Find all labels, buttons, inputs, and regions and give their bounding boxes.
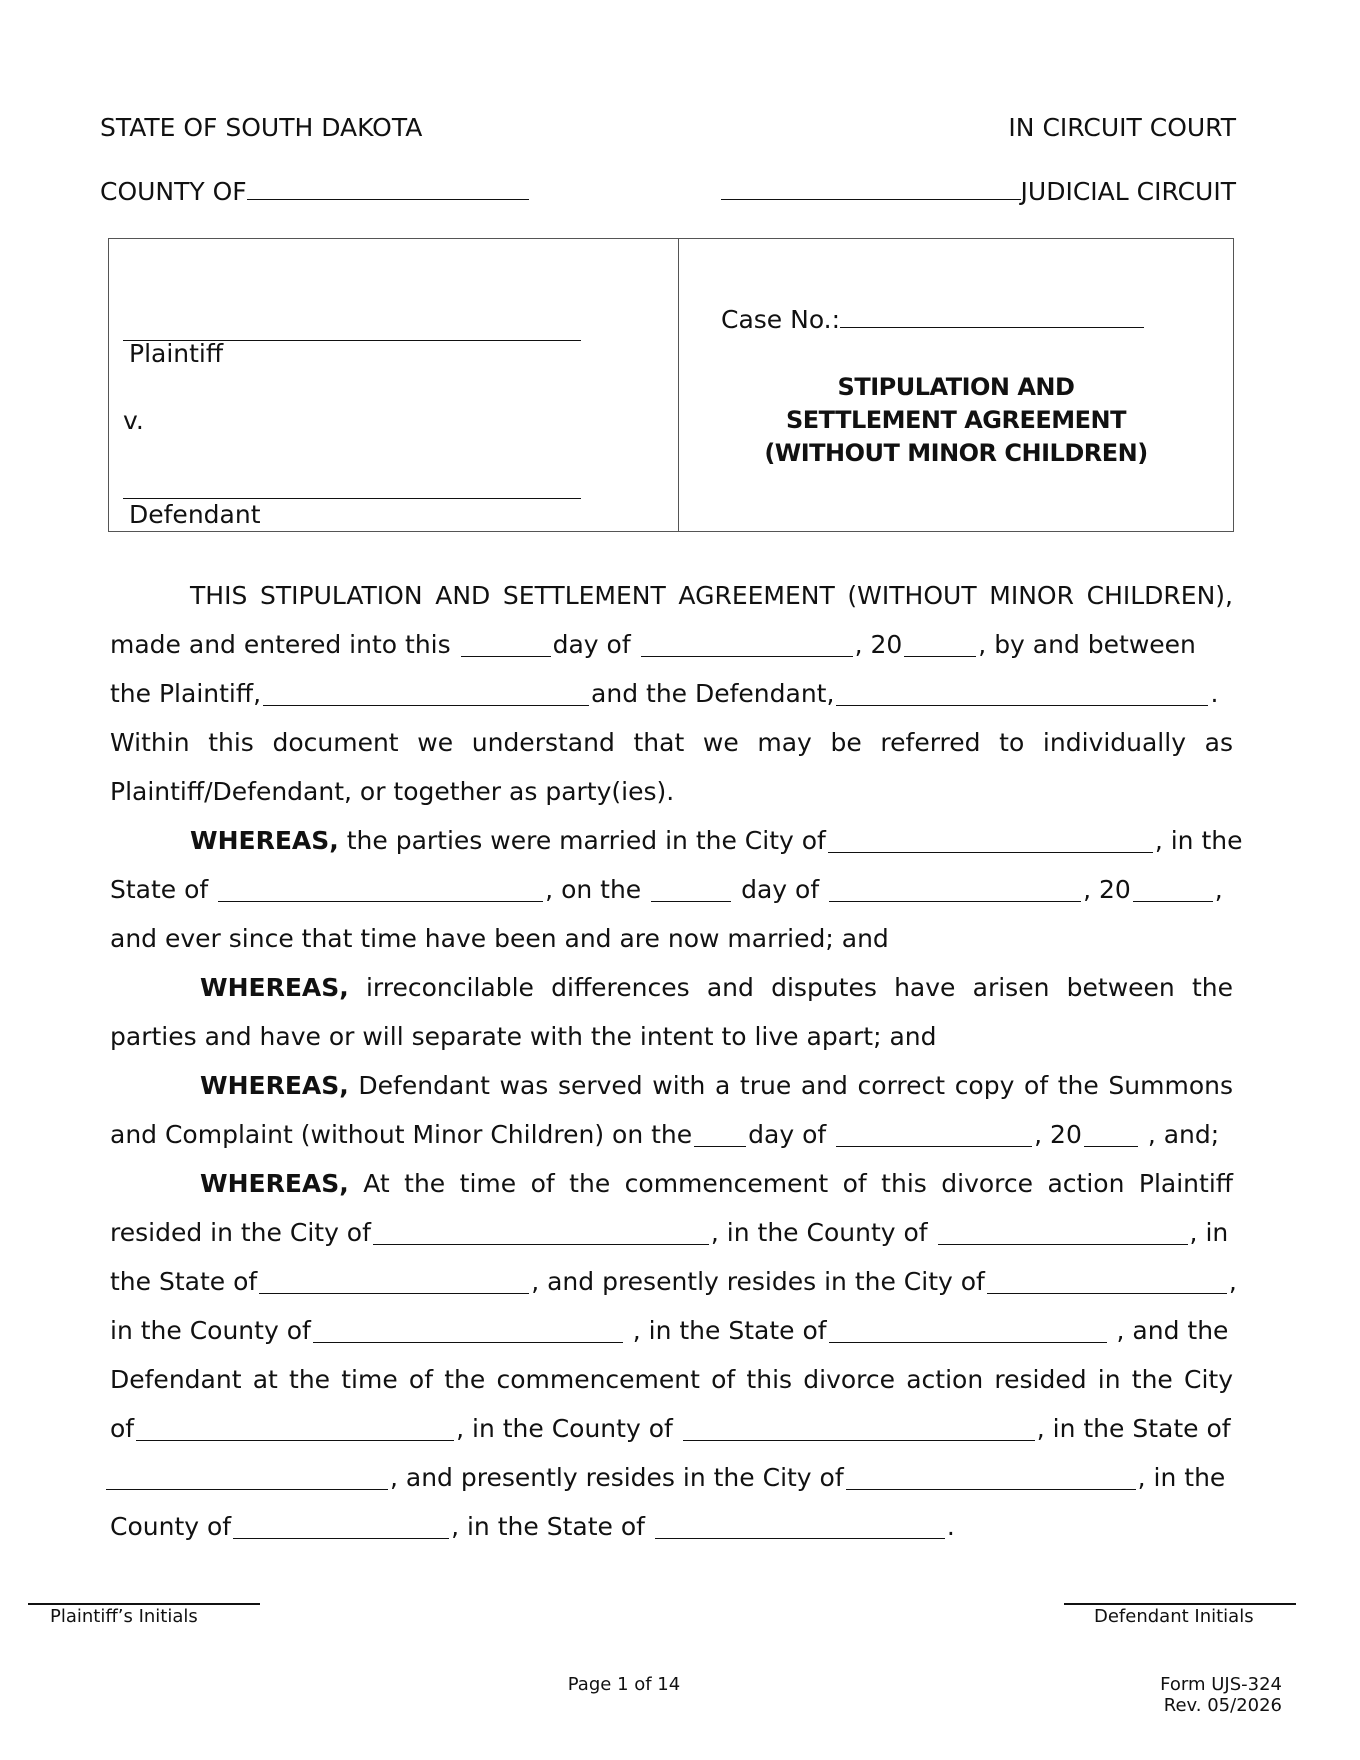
text: of xyxy=(110,1414,135,1443)
defendant-current-state-blank[interactable] xyxy=(655,1513,945,1539)
defendant-former-state-blank[interactable] xyxy=(106,1464,388,1490)
text: , in the State of xyxy=(632,1316,827,1345)
text: . xyxy=(1210,679,1219,708)
p5-line-3 xyxy=(110,1257,1237,1306)
text: , and presently resides in the City of xyxy=(390,1463,844,1492)
text: . xyxy=(946,1512,955,1541)
case-number-label: Case No.: xyxy=(721,305,841,334)
text: , in the xyxy=(1137,1463,1226,1492)
p2-line-2 xyxy=(110,865,1233,914)
versus-label: v. xyxy=(123,406,144,435)
agreement-body xyxy=(110,571,1243,1551)
p1-line-3 xyxy=(110,669,1233,718)
plaintiff-former-county-blank[interactable] xyxy=(938,1219,1188,1245)
text: , and the xyxy=(1116,1316,1229,1345)
text: , 20 xyxy=(1083,875,1131,904)
defendant-current-county-blank[interactable] xyxy=(233,1513,449,1539)
p5-line-6 xyxy=(110,1404,1233,1453)
title-line-3: (WITHOUT MINOR CHILDREN) xyxy=(764,439,1148,467)
text: State of xyxy=(110,875,209,904)
text: the Plaintiff, xyxy=(110,679,262,708)
case-caption-box xyxy=(108,238,1234,532)
plaintiff-initials-line[interactable] xyxy=(28,1603,260,1605)
circuit-row xyxy=(721,177,1236,206)
service-month-blank[interactable] xyxy=(836,1121,1032,1147)
whereas-label: WHEREAS, xyxy=(200,1169,349,1198)
marriage-day-blank[interactable] xyxy=(651,876,731,902)
plaintiff-label: Plaintiff xyxy=(129,339,224,368)
case-number-blank[interactable] xyxy=(840,305,1144,328)
text: At the time of the commencement of this divorce action Plaintiff xyxy=(363,1169,1233,1198)
marriage-month-blank[interactable] xyxy=(829,876,1081,902)
defendant-current-city-blank[interactable] xyxy=(846,1464,1136,1490)
text: , on the xyxy=(545,875,642,904)
plaintiff-initials-label: Plaintiff’s Initials xyxy=(50,1606,198,1627)
marriage-year-blank[interactable] xyxy=(1133,876,1213,902)
p4-line-2 xyxy=(110,1110,1233,1159)
case-number-row xyxy=(721,305,1144,334)
defendant-former-city-blank[interactable] xyxy=(136,1415,454,1441)
text: , by and between xyxy=(978,630,1196,659)
text: , xyxy=(1214,875,1223,904)
whereas-label: WHEREAS, xyxy=(190,826,339,855)
defendant-initials-line[interactable] xyxy=(1064,1603,1296,1605)
county-blank[interactable] xyxy=(247,177,529,200)
text: , and; xyxy=(1147,1120,1220,1149)
title-line-2: SETTLEMENT AGREEMENT xyxy=(785,406,1127,434)
text: , xyxy=(1228,1267,1237,1296)
circuit-label: JUDICIAL CIRCUIT xyxy=(1020,177,1236,206)
defendant-initials-label: Defendant Initials xyxy=(1094,1606,1254,1627)
service-day-blank[interactable] xyxy=(694,1121,746,1147)
circuit-blank[interactable] xyxy=(721,177,1021,200)
p5-line-7 xyxy=(104,1453,1233,1502)
page-number: Page 1 of 14 xyxy=(567,1674,681,1695)
day-blank[interactable] xyxy=(461,631,551,657)
form-revision: Rev. 05/2026 xyxy=(1163,1695,1282,1716)
p2-line-1 xyxy=(110,816,1243,865)
text: , 20 xyxy=(1034,1120,1082,1149)
p2-line-3: and ever since that time have been and are now married; and xyxy=(110,924,889,953)
text: , in the County of xyxy=(710,1218,928,1247)
county-label: COUNTY OF xyxy=(100,177,247,206)
month-blank[interactable] xyxy=(641,631,853,657)
title-line-1: STIPULATION AND xyxy=(837,373,1075,401)
p4-line-1 xyxy=(110,1061,1233,1110)
text: and Complaint (without Minor Children) on the xyxy=(110,1120,693,1149)
text: Defendant was served with a true and correct copy of the Summons xyxy=(358,1071,1233,1100)
document-title xyxy=(679,371,1233,470)
text: irreconcilable differences and disputes have arisen between the xyxy=(365,973,1233,1002)
text: , in the State of xyxy=(1036,1414,1231,1443)
defendant-former-county-blank[interactable] xyxy=(683,1415,1035,1441)
p5-line-4 xyxy=(110,1306,1233,1355)
parties-panel xyxy=(109,239,679,531)
text: in the County of xyxy=(110,1316,311,1345)
text: , in the State of xyxy=(451,1512,645,1541)
court-heading: IN CIRCUIT COURT xyxy=(1008,113,1236,142)
text: the State of xyxy=(110,1267,258,1296)
form-info xyxy=(1160,1674,1282,1716)
text: , 20 xyxy=(854,630,903,659)
p3-line-1 xyxy=(110,963,1233,1012)
defendant-name-line[interactable] xyxy=(123,498,581,499)
case-info-panel xyxy=(679,239,1233,531)
state-heading: STATE OF SOUTH DAKOTA xyxy=(100,113,423,142)
p1-line-4: Within this document we understand that we may be referred to individually as xyxy=(110,728,1233,757)
county-row xyxy=(100,177,529,206)
text: , in the xyxy=(1154,826,1243,855)
p5-line-5: Defendant at the time of the commencement of this divorce action resided in the City xyxy=(110,1365,1233,1394)
text: the parties were married in the City of xyxy=(346,826,826,855)
p5-line-2 xyxy=(110,1208,1233,1257)
plaintiff-former-city-blank[interactable] xyxy=(373,1219,709,1245)
plaintiff-current-city-blank[interactable] xyxy=(987,1268,1227,1294)
plaintiff-former-state-blank[interactable] xyxy=(259,1268,529,1294)
plaintiff-blank[interactable] xyxy=(263,680,589,706)
text: day of xyxy=(741,875,820,904)
plaintiff-current-state-blank[interactable] xyxy=(829,1317,1107,1343)
p3-line-2: parties and have or will separate with the intent to live apart; and xyxy=(110,1022,937,1051)
p1-line-5: Plaintiff/Defendant, or together as party(ies). xyxy=(110,777,675,806)
text: , in the County of xyxy=(456,1414,673,1443)
marriage-city-blank[interactable] xyxy=(828,827,1153,853)
defendant-blank[interactable] xyxy=(836,680,1208,706)
defendant-label: Defendant xyxy=(129,500,261,529)
plaintiff-current-county-blank[interactable] xyxy=(313,1317,623,1343)
text: day of xyxy=(552,630,631,659)
p1-line-1: THIS STIPULATION AND SETTLEMENT AGREEMENT (WITHOUT MINOR CHILDREN), xyxy=(190,581,1233,610)
text: resided in the City of xyxy=(110,1218,371,1247)
marriage-state-blank[interactable] xyxy=(218,876,543,902)
form-number: Form UJS-324 xyxy=(1160,1674,1282,1695)
text: County of xyxy=(110,1512,232,1541)
year-blank[interactable] xyxy=(904,631,976,657)
p5-line-1 xyxy=(110,1159,1233,1208)
p5-line-8 xyxy=(110,1502,1233,1551)
text: and the Defendant, xyxy=(591,679,835,708)
p1-line-2 xyxy=(110,620,1233,669)
text: made and entered into this xyxy=(110,630,451,659)
whereas-label: WHEREAS, xyxy=(200,1071,349,1100)
text: , and presently resides in the City of xyxy=(531,1267,985,1296)
text: , in xyxy=(1189,1218,1229,1247)
whereas-label: WHEREAS, xyxy=(200,973,349,1002)
service-year-blank[interactable] xyxy=(1084,1121,1138,1147)
text: day of xyxy=(748,1120,827,1149)
